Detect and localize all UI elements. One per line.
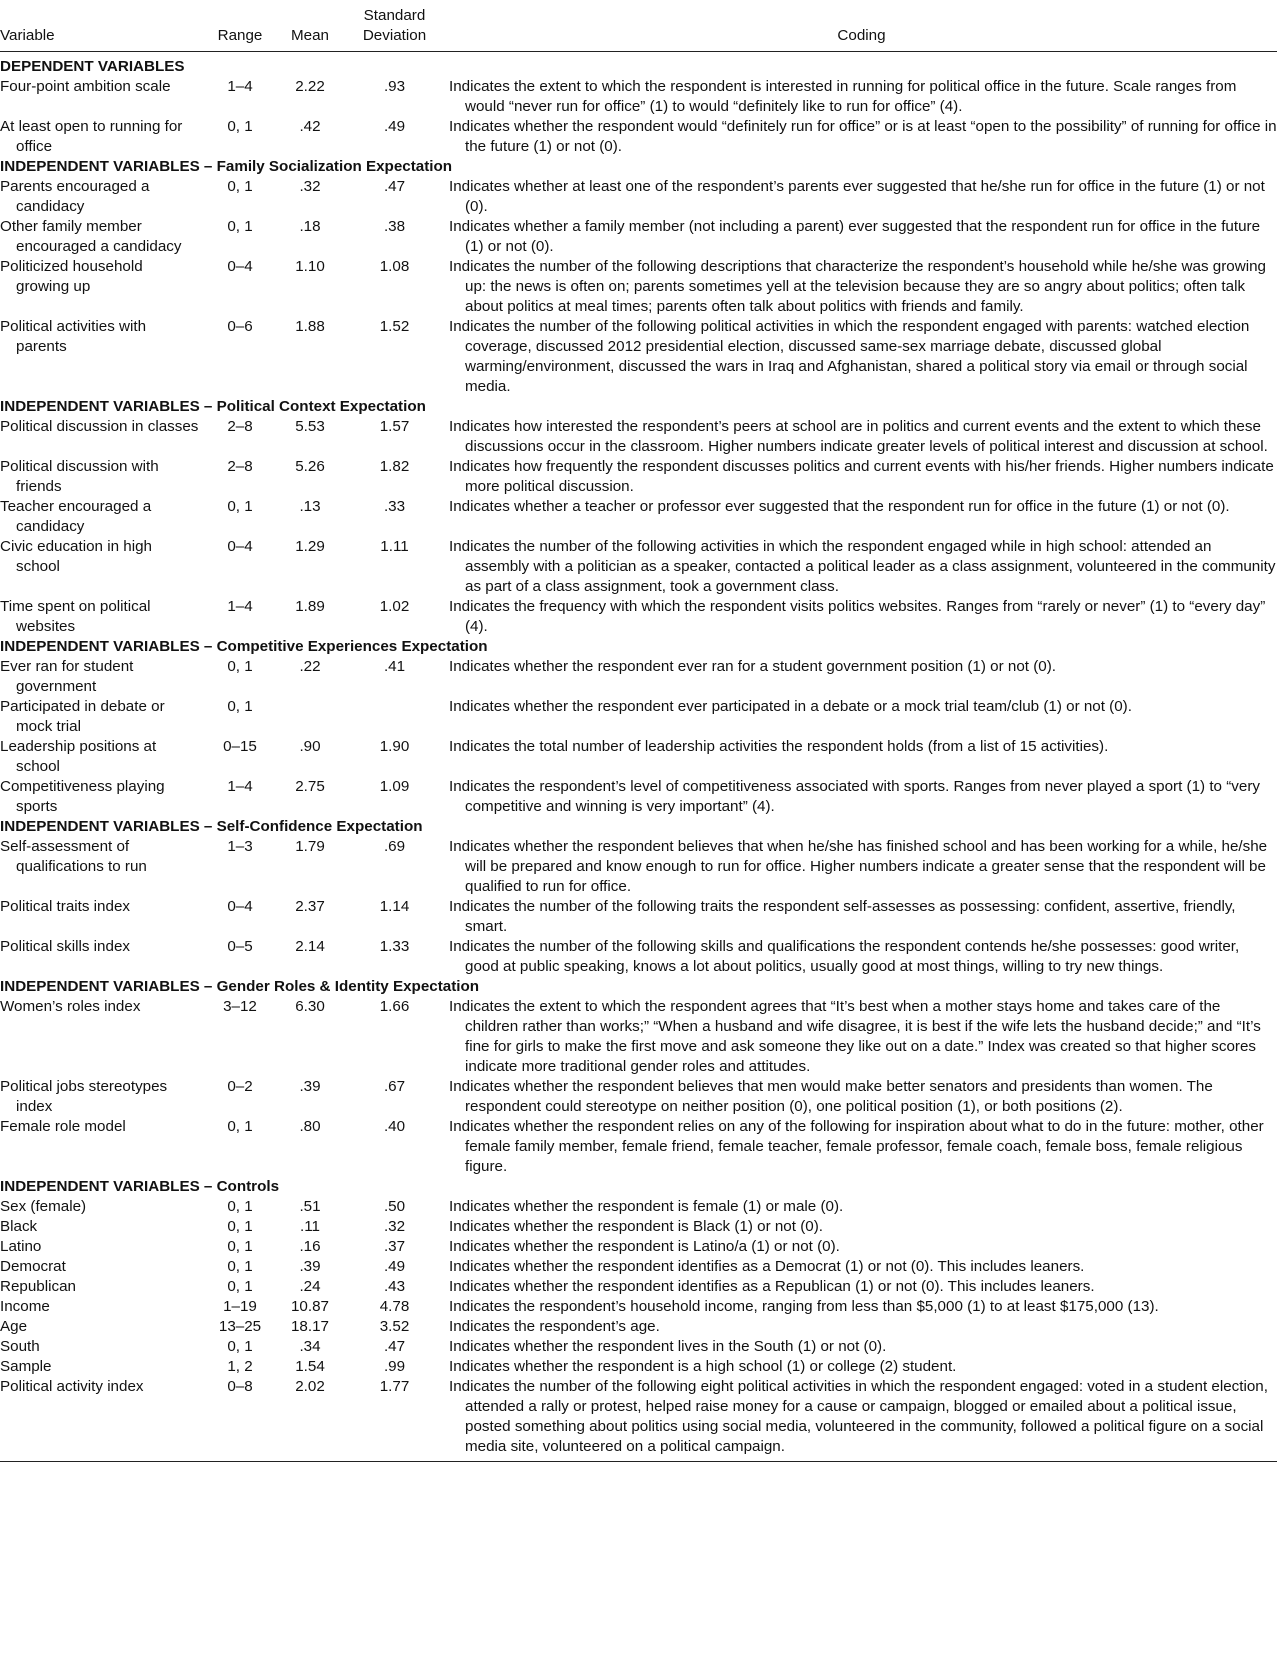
- cell-standard-deviation: .49: [383, 1258, 406, 1275]
- coding-text: Indicates the number of the following political activities in which the respondent engaged with parents: watched election coverage, discussed 2012 presidential election, discussed same-sex marriage debate, discussed global warming/environment, discussed the wars in Iraq and Afghanistan, shared a political story via email or through social media.: [449, 318, 1250, 395]
- cell-coding: [446, 897, 1277, 937]
- cell-mean: 1.89: [295, 598, 325, 615]
- cell-standard-deviation: .32: [383, 1218, 406, 1235]
- cell-range: 0, 1: [227, 1258, 253, 1275]
- table-row: [0, 537, 1277, 597]
- cell-coding: [446, 217, 1277, 257]
- cell-mean: .34: [299, 1338, 321, 1355]
- cell-coding: [446, 1377, 1277, 1462]
- cell-coding: [446, 1117, 1277, 1177]
- cell-variable: [0, 537, 203, 597]
- cell-variable: [0, 1337, 203, 1357]
- variable-name: Participated in debate or mock trial: [0, 698, 165, 735]
- variable-name: Competitiveness playing sports: [0, 778, 165, 815]
- table-row: [0, 737, 1277, 777]
- table-row: [0, 997, 1277, 1077]
- cell-range: 1–4: [227, 778, 253, 795]
- cell-variable: [0, 597, 203, 637]
- coding-text: Indicates whether the respondent believes that when he/she has finished school and has been working for a while, he/she will be prepared and know enough to run for office. Higher numbers indicate a greater sense that the respondent will be qualified to run for office.: [449, 838, 1268, 895]
- section-heading-row: [0, 817, 1277, 837]
- cell-range: 0–8: [203, 1377, 277, 1462]
- variable-name: Sex (female): [0, 1198, 87, 1215]
- cell-variable: [0, 1217, 203, 1237]
- section-heading-row: [0, 397, 1277, 417]
- variable-name: Income: [0, 1298, 50, 1315]
- cell-standard-deviation: 1.11: [380, 538, 409, 555]
- table-row: [0, 117, 1277, 157]
- cell-standard-deviation: 1.52: [379, 318, 410, 335]
- table-row: [0, 837, 1277, 897]
- coding-text: Indicates how interested the respondent’s peers at school are in politics and current events and the extent to which these discussions occur in the classroom. Higher numbers indicate greater levels of political interest and discussion at school.: [449, 418, 1268, 455]
- cell-range: 1–4: [227, 598, 253, 615]
- cell-mean: 5.53: [295, 418, 325, 435]
- cell-standard-deviation: 1.02: [379, 598, 410, 615]
- table-row: [0, 1077, 1277, 1117]
- coding-text: Indicates the number of the following activities in which the respondent engaged while in high school: attended an assembly with a politician as a speaker, contacted a political leader as a class assignment, volunteered in the community as part of a class assignment, took a government class.: [449, 538, 1276, 595]
- cell-variable: [0, 657, 203, 697]
- cell-range: 1–4: [227, 78, 253, 95]
- cell-range: 0, 1: [227, 658, 253, 675]
- variable-name: Latino: [0, 1238, 42, 1255]
- header-standard-deviation: [343, 6, 446, 52]
- header-sd-line1: Standard: [363, 7, 426, 24]
- cell-variable: [0, 777, 203, 817]
- cell-standard-deviation: .49: [383, 118, 406, 135]
- header-range: Range: [203, 6, 277, 52]
- cell-coding: [446, 317, 1277, 397]
- cell-variable: [0, 897, 203, 937]
- header-variable: Variable: [0, 6, 203, 52]
- table-row: [0, 257, 1277, 317]
- variable-name: Four-point ambition scale: [0, 78, 171, 95]
- cell-mean: .51: [299, 1198, 321, 1215]
- table-row: [0, 177, 1277, 217]
- cell-coding: [446, 657, 1277, 697]
- coding-text: Indicates whether the respondent is Latino/a (1) or not (0).: [449, 1238, 840, 1255]
- coding-text: Indicates whether the respondent ever ran for a student government position (1) or not (0).: [449, 658, 1056, 675]
- cell-coding: [446, 117, 1277, 157]
- cell-standard-deviation: .33: [383, 498, 406, 515]
- cell-range: 0, 1: [227, 498, 253, 515]
- cell-mean: .13: [299, 498, 321, 515]
- table-row: [0, 1237, 1277, 1257]
- section-heading-row: [0, 1177, 1277, 1197]
- cell-coding: [446, 1297, 1277, 1317]
- table-row: [0, 417, 1277, 457]
- cell-mean: .24: [299, 1278, 321, 1295]
- variable-name: At least open to running for office: [0, 118, 183, 155]
- variable-name: Civic education in high school: [0, 538, 152, 575]
- cell-range: 0, 1: [227, 178, 253, 195]
- variables-table: [0, 6, 1277, 1462]
- cell-coding: [446, 697, 1277, 737]
- variable-name: Republican: [0, 1278, 76, 1295]
- cell-mean: .16: [299, 1238, 321, 1255]
- cell-coding: [446, 837, 1277, 897]
- section-heading-row: [0, 157, 1277, 177]
- table-row: [0, 217, 1277, 257]
- cell-coding: [446, 257, 1277, 317]
- variable-name: Female role model: [0, 1118, 126, 1135]
- cell-standard-deviation: .37: [383, 1238, 406, 1255]
- table-row: [0, 1317, 1277, 1337]
- variable-name: Political activities with parents: [0, 318, 147, 355]
- cell-coding: [446, 1317, 1277, 1337]
- cell-coding: [446, 177, 1277, 217]
- table-row: [0, 597, 1277, 637]
- cell-mean: 10.87: [290, 1298, 329, 1315]
- coding-text: Indicates whether the respondent is Black (1) or not (0).: [449, 1218, 823, 1235]
- cell-coding: [446, 1337, 1277, 1357]
- coding-text: Indicates whether the respondent ever participated in a debate or a mock trial team/club (1) or not (0).: [449, 698, 1132, 715]
- cell-range: 0–6: [227, 318, 253, 335]
- cell-coding: [446, 457, 1277, 497]
- section-heading: INDEPENDENT VARIABLES – Political Context Expectation: [0, 398, 426, 415]
- cell-variable: [0, 117, 203, 157]
- variable-name: Sample: [0, 1358, 52, 1375]
- cell-standard-deviation: .93: [383, 78, 406, 95]
- table-row: [0, 657, 1277, 697]
- cell-mean: .11: [300, 1218, 320, 1235]
- table-row: [0, 1217, 1277, 1237]
- cell-standard-deviation: 1.09: [379, 778, 410, 795]
- variable-name: Other family member encouraged a candidacy: [0, 218, 182, 255]
- coding-text: Indicates whether the respondent is female (1) or male (0).: [449, 1198, 844, 1215]
- cell-coding: [446, 1197, 1277, 1217]
- cell-standard-deviation: 1.08: [379, 258, 410, 275]
- coding-text: Indicates whether the respondent identifies as a Democrat (1) or not (0). This includes leaners.: [449, 1258, 1085, 1275]
- table-row: [0, 1357, 1277, 1377]
- cell-range: 0, 1: [227, 1118, 253, 1135]
- cell-mean: 1.79: [295, 838, 325, 855]
- cell-mean: .39: [299, 1078, 321, 1095]
- cell-mean: .32: [299, 178, 321, 195]
- cell-standard-deviation: 3.52: [379, 1318, 410, 1335]
- cell-standard-deviation: .99: [383, 1358, 406, 1375]
- cell-mean: .42: [299, 118, 321, 135]
- cell-mean: .90: [299, 738, 321, 755]
- variable-name: South: [0, 1338, 40, 1355]
- cell-mean: 2.14: [295, 938, 325, 955]
- cell-mean: .18: [299, 218, 321, 235]
- cell-mean: .39: [299, 1258, 321, 1275]
- table-row: [0, 1197, 1277, 1217]
- cell-standard-deviation: .50: [383, 1198, 406, 1215]
- table-row: [0, 1277, 1277, 1297]
- cell-standard-deviation: .40: [383, 1118, 406, 1135]
- table-row: [0, 777, 1277, 817]
- cell-variable: [0, 1257, 203, 1277]
- cell-range: 1, 2: [227, 1358, 253, 1375]
- cell-variable: [0, 497, 203, 537]
- table-row: [0, 1377, 1277, 1462]
- coding-text: Indicates whether the respondent lives in the South (1) or not (0).: [449, 1338, 887, 1355]
- cell-variable: [0, 317, 203, 397]
- cell-mean: .22: [299, 658, 321, 675]
- table-row: [0, 697, 1277, 737]
- header-coding: Coding: [446, 6, 1277, 52]
- variable-name: Teacher encouraged a candidacy: [0, 498, 152, 535]
- cell-coding: [446, 77, 1277, 117]
- section-heading: INDEPENDENT VARIABLES – Family Socialization Expectation: [0, 158, 453, 175]
- section-heading-row: [0, 977, 1277, 997]
- table-row: [0, 497, 1277, 537]
- variable-name: Women’s roles index: [0, 998, 141, 1015]
- cell-standard-deviation: .43: [383, 1278, 406, 1295]
- cell-coding: [446, 997, 1277, 1077]
- cell-coding: [446, 417, 1277, 457]
- cell-mean: 2.37: [295, 898, 325, 915]
- cell-range: 13–25: [218, 1318, 262, 1335]
- coding-text: Indicates the number of the following skills and qualifications the respondent contends he/she possesses: good writer, good at public speaking, knows a lot about politics, usually good at most things, willing to try new things.: [449, 938, 1240, 975]
- cell-coding: [446, 497, 1277, 537]
- cell-range: 0–2: [227, 1078, 253, 1095]
- section-heading: DEPENDENT VARIABLES: [0, 58, 185, 75]
- cell-mean: 6.30: [295, 998, 325, 1015]
- coding-text: Indicates whether the respondent believes that men would make better senators and presidents than women. The respondent could stereotype on neither position (0), one political position (1), or both positions (2).: [449, 1078, 1213, 1115]
- cell-mean: 1.29: [295, 538, 325, 555]
- cell-mean: 1.54: [295, 1358, 325, 1375]
- table-row: [0, 1297, 1277, 1317]
- cell-range: 1–3: [227, 838, 253, 855]
- cell-coding: [446, 597, 1277, 637]
- coding-text: Indicates the number of the following traits the respondent self-assesses as possessing: confident, assertive, friendly, smart.: [449, 898, 1236, 935]
- cell-variable: [0, 1297, 203, 1317]
- cell-range: 0, 1: [227, 1238, 253, 1255]
- cell-coding: [446, 1217, 1277, 1237]
- variable-name: Age: [0, 1318, 28, 1335]
- cell-standard-deviation: 4.78: [379, 1298, 410, 1315]
- coding-text: Indicates whether the respondent identifies as a Republican (1) or not (0). This includes leaners.: [449, 1278, 1095, 1295]
- coding-text: Indicates the extent to which the respondent is interested in running for political office in the future. Scale ranges from would “never run for office” (1) to would “definitely like to run for office” (4).: [449, 78, 1237, 115]
- cell-variable: [0, 177, 203, 217]
- cell-standard-deviation: 1.33: [379, 938, 410, 955]
- table-row: [0, 937, 1277, 977]
- variable-name: Political traits index: [0, 898, 130, 915]
- table-row: [0, 1257, 1277, 1277]
- cell-coding: [446, 777, 1277, 817]
- variable-name: Politicized household growing up: [0, 258, 143, 295]
- coding-text: Indicates the number of the following eight political activities in which the respondent engaged: voted in a student election, attended a rally or protest, helped raise money for a cause or campaign, blogged or emailed about a political issue, posted something about politics using social media, volunteered in the community, followed a political figure on a social media site, volunteered on a political campaign.: [449, 1378, 1268, 1455]
- cell-standard-deviation: .41: [383, 658, 406, 675]
- cell-variable: [0, 217, 203, 257]
- header-sd-line2: Deviation: [362, 27, 427, 44]
- cell-mean: 5.26: [295, 458, 325, 475]
- table-header: [0, 6, 1277, 52]
- coding-text: Indicates the respondent’s age.: [449, 1318, 660, 1335]
- cell-standard-deviation: 1.14: [379, 898, 410, 915]
- cell-range: 0, 1: [227, 1278, 253, 1295]
- coding-text: Indicates whether the respondent would “definitely run for office” or is at least “open to the possibility” of running for office in the future (1) or not (0).: [449, 118, 1277, 155]
- variable-name: Political activity index: [0, 1378, 144, 1395]
- cell-variable: [0, 1117, 203, 1177]
- cell-standard-deviation: 1.77: [343, 1377, 446, 1462]
- cell-coding: [446, 937, 1277, 977]
- cell-mean: 1.88: [295, 318, 325, 335]
- cell-variable: [0, 937, 203, 977]
- cell-range: 3–12: [223, 998, 257, 1015]
- variable-name: Political discussion with friends: [0, 458, 159, 495]
- cell-variable: [0, 697, 203, 737]
- cell-coding: [446, 1237, 1277, 1257]
- cell-range: 2–8: [227, 458, 253, 475]
- cell-range: 2–8: [227, 418, 253, 435]
- cell-variable: [0, 997, 203, 1077]
- table-body: [0, 52, 1277, 1462]
- variable-name: Leadership positions at school: [0, 738, 157, 775]
- cell-coding: [446, 1277, 1277, 1297]
- coding-text: Indicates the frequency with which the respondent visits politics websites. Ranges from “rarely or never” (1) to “every day” (4).: [449, 598, 1266, 635]
- cell-range: 0, 1: [227, 698, 253, 715]
- coding-text: Indicates the number of the following descriptions that characterize the respondent’s household while he/she was growing up: the news is often on; parents sometimes yell at the television because they are so angry about politics; often talk about politics at meal times; parents often talk about politics with friends and family.: [449, 258, 1266, 315]
- cell-range: 0, 1: [227, 218, 253, 235]
- cell-mean: 18.17: [290, 1318, 329, 1335]
- coding-text: Indicates whether the respondent is a high school (1) or college (2) student.: [449, 1358, 957, 1375]
- cell-mean: 2.22: [295, 78, 325, 95]
- cell-standard-deviation: .47: [383, 1338, 406, 1355]
- cell-standard-deviation: .67: [383, 1078, 406, 1095]
- coding-text: Indicates whether a teacher or professor ever suggested that the respondent run for office in the future (1) or not (0).: [449, 498, 1230, 515]
- cell-mean: .80: [299, 1118, 321, 1135]
- cell-standard-deviation: .47: [383, 178, 406, 195]
- cell-variable: [0, 1237, 203, 1257]
- cell-range: 0–4: [227, 898, 253, 915]
- section-heading-row: [0, 52, 1277, 78]
- cell-variable: [0, 457, 203, 497]
- coding-text: Indicates whether the respondent relies on any of the following for inspiration about what to do in the future: mother, other female family member, female friend, female teacher, female professor, female coach, female boss, female religious figure.: [449, 1118, 1264, 1175]
- section-heading: INDEPENDENT VARIABLES – Competitive Experiences Expectation: [0, 638, 488, 655]
- cell-mean: 2.02: [277, 1377, 343, 1462]
- cell-variable: [0, 77, 203, 117]
- header-mean: Mean: [277, 6, 343, 52]
- cell-range: 0, 1: [227, 1338, 253, 1355]
- cell-standard-deviation: 1.57: [379, 418, 410, 435]
- section-heading: INDEPENDENT VARIABLES – Self-Confidence Expectation: [0, 818, 423, 835]
- cell-standard-deviation: [343, 697, 446, 737]
- table-row: [0, 1337, 1277, 1357]
- cell-variable: [0, 1077, 203, 1117]
- cell-range: 0, 1: [227, 1198, 253, 1215]
- variable-name: Ever ran for student government: [0, 658, 134, 695]
- cell-coding: [446, 1257, 1277, 1277]
- cell-standard-deviation: .69: [383, 838, 406, 855]
- cell-mean: 2.75: [295, 778, 325, 795]
- cell-variable: [0, 1197, 203, 1217]
- variable-name: Parents encouraged a candidacy: [0, 178, 150, 215]
- cell-coding: [446, 1357, 1277, 1377]
- cell-range: 0–4: [227, 538, 253, 555]
- cell-coding: [446, 537, 1277, 597]
- table-row: [0, 77, 1277, 117]
- variable-name: Political jobs stereotypes index: [0, 1078, 168, 1115]
- cell-range: 1–19: [223, 1298, 257, 1315]
- table-row: [0, 1117, 1277, 1177]
- variable-name: Black: [0, 1218, 38, 1235]
- section-heading: INDEPENDENT VARIABLES – Controls: [0, 1178, 280, 1195]
- table-row: [0, 457, 1277, 497]
- section-heading: INDEPENDENT VARIABLES – Gender Roles & Identity Expectation: [0, 978, 480, 995]
- cell-variable: [0, 1317, 203, 1337]
- coding-text: Indicates whether at least one of the respondent’s parents ever suggested that he/she run for office in the future (1) or not (0).: [449, 178, 1265, 215]
- cell-variable: [0, 1277, 203, 1297]
- coding-text: Indicates the respondent’s household income, ranging from less than $5,000 (1) to at least $175,000 (13).: [449, 1298, 1159, 1315]
- coding-text: Indicates how frequently the respondent discusses politics and current events with his/her friends. Higher numbers indicate more political discussion.: [449, 458, 1274, 495]
- cell-variable: [0, 417, 203, 457]
- cell-range: 0, 1: [227, 1218, 253, 1235]
- cell-coding: [446, 737, 1277, 777]
- cell-mean: 1.10: [295, 258, 325, 275]
- cell-variable: [0, 737, 203, 777]
- cell-range: 0, 1: [227, 118, 253, 135]
- variable-name: Political skills index: [0, 938, 130, 955]
- table-row: [0, 897, 1277, 937]
- coding-text: Indicates the total number of leadership activities the respondent holds (from a list of 15 activities).: [449, 738, 1109, 755]
- variable-name: Political discussion in classes: [0, 418, 199, 435]
- cell-variable: [0, 257, 203, 317]
- variable-name: Time spent on political websites: [0, 598, 151, 635]
- table-row: [0, 317, 1277, 397]
- cell-standard-deviation: 1.82: [379, 458, 410, 475]
- cell-range: 0–5: [227, 938, 253, 955]
- cell-variable: [0, 837, 203, 897]
- cell-standard-deviation: .38: [383, 218, 406, 235]
- variable-name: Self-assessment of qualifications to run: [0, 838, 147, 875]
- coding-text: Indicates the extent to which the respondent agrees that “It’s best when a mother stays home and takes care of the children rather than works;” “When a husband and wife disagree, it is best if the wife lets the husband decide;” and “It’s fine for girls to make the first move and ask someone they like out on a date.” Index was created so that higher scores indicate more traditional gender roles and attitudes.: [449, 998, 1261, 1075]
- cell-standard-deviation: 1.66: [379, 998, 410, 1015]
- section-heading-row: [0, 637, 1277, 657]
- cell-mean: [277, 697, 343, 737]
- cell-variable: [0, 1377, 203, 1462]
- cell-variable: [0, 1357, 203, 1377]
- cell-coding: [446, 1077, 1277, 1117]
- variable-name: Democrat: [0, 1258, 66, 1275]
- cell-range: 0–15: [223, 738, 257, 755]
- coding-text: Indicates whether a family member (not including a parent) ever suggested that the respondent run for office in the future (1) or not (0).: [449, 218, 1261, 255]
- coding-text: Indicates the respondent’s level of competitiveness associated with sports. Ranges from never played a sport (1) to “very competitive and winning is very important” (4).: [449, 778, 1260, 815]
- cell-range: 0–4: [227, 258, 253, 275]
- cell-standard-deviation: 1.90: [379, 738, 410, 755]
